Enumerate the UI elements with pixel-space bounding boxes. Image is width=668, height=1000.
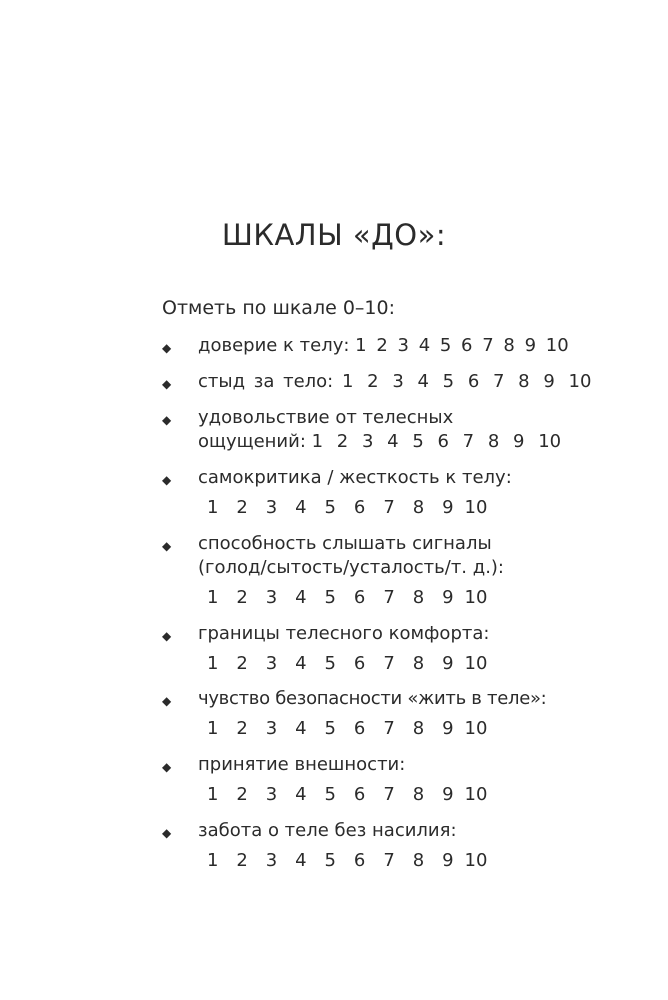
diamond-bullet-icon: ◆ — [162, 473, 172, 487]
scale-number: 3 — [265, 587, 278, 608]
scale-number: 7 — [383, 850, 395, 871]
page-title: ШКАЛЫ «ДО»: — [221, 218, 447, 252]
scale-number: 4 — [295, 653, 307, 674]
scale-number: 3 — [265, 784, 278, 805]
scale-number: 5 — [324, 850, 336, 871]
scale-number: 2 — [236, 850, 248, 871]
scale-number: 8 — [412, 653, 425, 674]
scale-number: 3 — [265, 653, 278, 674]
item-label: доверие к телу: — [198, 335, 350, 356]
scale-number: 7 — [383, 653, 395, 674]
scale-number: 7 — [383, 497, 395, 518]
item-label: принятие внешности: — [198, 754, 406, 775]
scale-number: 6 — [353, 718, 366, 739]
scale-number: 4 — [295, 718, 307, 739]
item-label: чувство безопасности «жить в теле»: — [198, 688, 547, 709]
item-scale: 1 2 3 4 5 6 7 8 9 10 — [311, 431, 562, 452]
scale-number: 4 — [295, 850, 307, 871]
scale-number: 10 — [464, 587, 488, 608]
scale-number: 10 — [464, 653, 488, 674]
scale-number: 4 — [295, 497, 307, 518]
scale-number: 1 — [206, 587, 219, 608]
diamond-bullet-icon: ◆ — [162, 413, 172, 427]
item-label-line2: ощущений: — [198, 431, 306, 452]
scale-number: 8 — [412, 497, 425, 518]
item-scale: 1 2 3 4 5 6 7 8 9 10 — [341, 371, 592, 392]
scale-number: 9 — [442, 497, 454, 518]
scale-number: 4 — [295, 587, 307, 608]
scale-number: 8 — [412, 850, 425, 871]
item-label-line1: удовольствие от телесных — [198, 407, 454, 428]
scale-number: 9 — [442, 850, 454, 871]
scale-number: 6 — [353, 587, 366, 608]
item-label: самокритика / жесткость к телу: — [198, 467, 512, 488]
item-label: границы телесного комфорта: — [198, 623, 490, 644]
diamond-bullet-icon: ◆ — [162, 760, 172, 774]
scale-number: 5 — [324, 784, 336, 805]
item-scale — [198, 717, 495, 741]
diamond-bullet-icon: ◆ — [162, 539, 172, 553]
item-scale: 1 2 3 4 5 6 7 8 9 10 — [355, 335, 569, 356]
diamond-bullet-icon: ◆ — [162, 694, 172, 708]
scale-number: 8 — [412, 718, 425, 739]
scale-number: 3 — [265, 850, 278, 871]
scale-number: 7 — [383, 784, 395, 805]
scale-number: 10 — [464, 850, 488, 871]
scale-number: 1 — [206, 653, 219, 674]
scale-number: 6 — [353, 850, 366, 871]
scale-number: 1 — [206, 784, 219, 805]
scale-number: 4 — [295, 784, 307, 805]
intro-text: Отметь по шкале 0–10: — [162, 297, 395, 319]
scale-number: 9 — [442, 784, 454, 805]
scale-number: 2 — [236, 784, 248, 805]
scale-number: 8 — [412, 784, 425, 805]
scale-number: 5 — [324, 587, 336, 608]
item-scale — [198, 586, 495, 610]
diamond-bullet-icon: ◆ — [162, 629, 172, 643]
diamond-bullet-icon: ◆ — [162, 826, 172, 840]
diamond-bullet-icon: ◆ — [162, 341, 172, 355]
scale-number: 10 — [464, 718, 488, 739]
scale-number: 10 — [464, 497, 488, 518]
item-label: стыд за тело: — [198, 371, 334, 392]
scale-number: 2 — [236, 587, 248, 608]
item-scale — [198, 496, 495, 520]
scale-number: 6 — [353, 653, 366, 674]
scale-number: 9 — [442, 653, 454, 674]
scale-number: 1 — [206, 850, 219, 871]
scale-number: 2 — [236, 718, 248, 739]
scale-number: 3 — [265, 718, 278, 739]
scale-number: 7 — [383, 587, 395, 608]
scale-number: 5 — [324, 653, 336, 674]
item-scale — [198, 849, 495, 873]
scale-number: 2 — [236, 497, 248, 518]
scale-number: 5 — [324, 497, 336, 518]
scale-number: 6 — [353, 784, 366, 805]
scale-number: 8 — [412, 587, 425, 608]
scale-number: 9 — [442, 718, 454, 739]
scale-number: 6 — [353, 497, 366, 518]
item-label: забота о теле без насилия: — [198, 820, 457, 841]
item-scale — [198, 783, 495, 807]
scale-number: 2 — [236, 653, 248, 674]
scale-number: 10 — [464, 784, 488, 805]
scale-number: 3 — [265, 497, 278, 518]
item-scale — [198, 652, 495, 676]
scale-number: 7 — [383, 718, 395, 739]
scale-number: 5 — [324, 718, 336, 739]
scale-number: 1 — [206, 718, 219, 739]
diamond-bullet-icon: ◆ — [162, 377, 172, 391]
scale-number: 1 — [206, 497, 219, 518]
scale-number: 9 — [442, 587, 454, 608]
item-label-line2: (голод/сытость/усталость/т. д.): — [198, 557, 504, 578]
item-label-line1: способность слышать сигналы — [198, 533, 492, 554]
